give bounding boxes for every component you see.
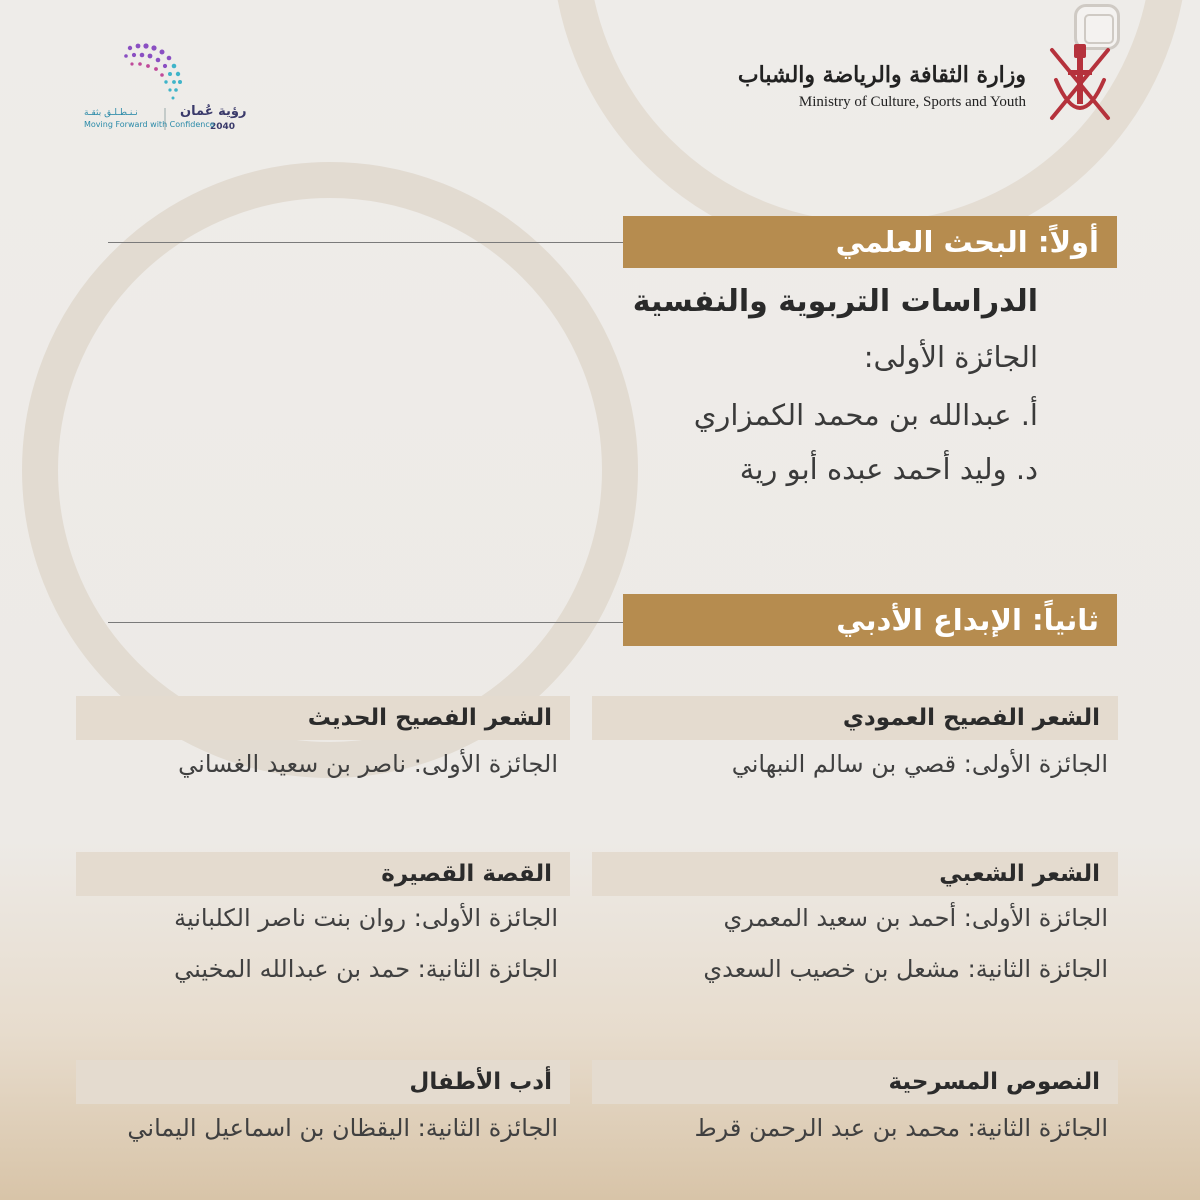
section1-winner: د. وليد أحمد عبده أبو رية [739,452,1038,486]
category-line: الجائزة الأولى: ناصر بن سعيد الغساني [178,750,558,778]
category-band [76,696,570,740]
ministry-name-ar: وزارة الثقافة والرياضة والشباب [737,62,1026,88]
vision-tagline-ar: نـنـطـلـق بثقـة [84,108,138,118]
vision-title: رؤية عُمان [180,104,247,119]
section1-rule [108,242,624,243]
category-band [592,696,1118,740]
vision-year: 2040 [210,122,236,132]
category-title: القصة القصيرة [381,861,552,887]
category-line: الجائزة الأولى: روان بنت ناصر الكلبانية [174,904,558,932]
category-band [592,1060,1118,1104]
category-band [592,852,1118,896]
category-band [76,1060,570,1104]
section1-title-text: أولاً: البحث العلمي [835,225,1099,259]
category-band [76,852,570,896]
category-line: الجائزة الثانية: محمد بن عبد الرحمن قرط [694,1114,1108,1142]
category-title: أدب الأطفال [409,1069,552,1095]
category-line: الجائزة الثانية: مشعل بن خصيب السعدي [703,955,1108,983]
category-line: الجائزة الأولى: قصي بن سالم النبهاني [731,750,1108,778]
category-line: الجائزة الأولى: أحمد بن سعيد المعمري [723,904,1108,932]
oman-emblem-icon [1038,40,1122,130]
category-line: الجائزة الثانية: اليقظان بن اسماعيل اليماني [127,1114,558,1142]
vision-tagline-en: Moving Forward with Confidence [84,120,215,129]
category-title: الشعر الشعبي [939,861,1100,887]
category-title: الشعر الفصيح الحديث [307,705,552,731]
section1-subtitle: الدراسات التربوية والنفسية [632,284,1038,319]
section2-title-text: ثانياً: الإبداع الأدبي [836,603,1099,637]
section1-winner: أ. عبدالله بن محمد الكمزاري [693,398,1038,432]
category-line: الجائزة الثانية: حمد بن عبدالله المخيني [174,955,558,983]
section1-prize: الجائزة الأولى: [863,340,1038,374]
category-title: النصوص المسرحية [888,1069,1100,1095]
ministry-logo [737,40,1130,130]
ministry-name-en: Ministry of Culture, Sports and Youth [798,94,1026,110]
section1-title [623,216,1117,268]
category-title: الشعر الفصيح العمودي [842,705,1100,731]
section2-title [623,594,1117,646]
vision-2040-logo [70,38,270,138]
section2-rule [108,622,624,623]
